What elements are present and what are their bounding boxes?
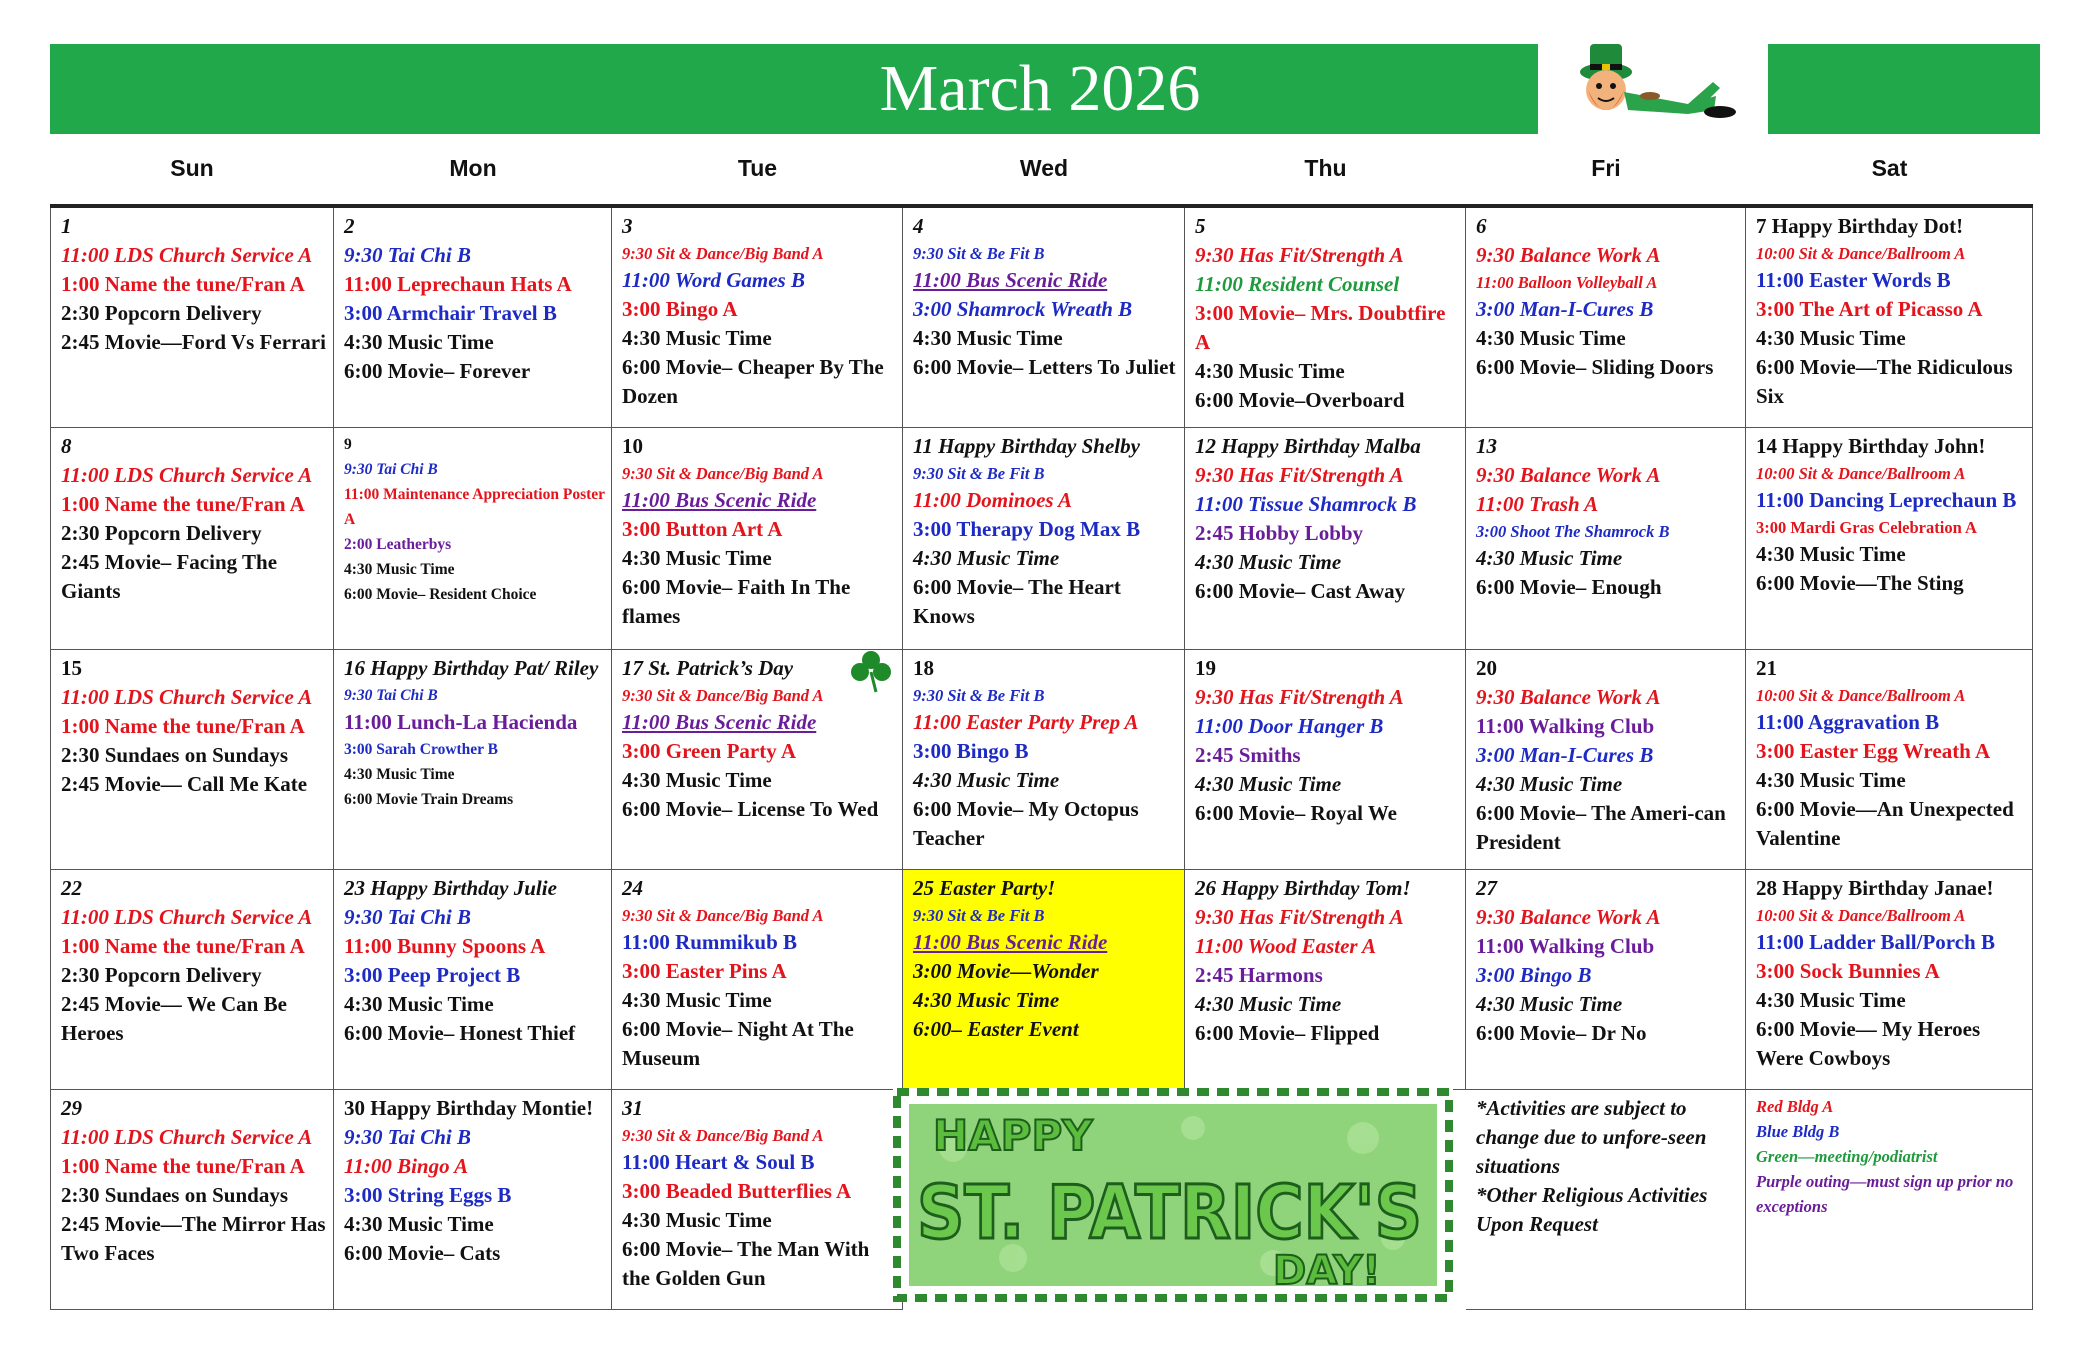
activity-line: 6:00 Movie– Royal We	[1195, 801, 1398, 825]
activity-line: 6:00 Movie—The Ridiculous Six	[1756, 355, 2013, 408]
activity-line: 31	[622, 1096, 643, 1120]
activity-line: 6:00 Movie— My Heroes Were Cowboys	[1756, 1017, 1981, 1070]
activity-line: 6:00 Movie–Overboard	[1195, 388, 1405, 412]
activity-line: Blue Bldg B	[1756, 1122, 1840, 1141]
activity-line: Purple outing—must sign up prior no exceptions	[1756, 1172, 2014, 1216]
day-cell	[612, 428, 903, 650]
day-cell	[1466, 208, 1746, 428]
activity-line: 9:30 Has Fit/Strength A	[1195, 463, 1404, 487]
activity-line: 6:00 Movie– Honest Thief	[344, 1021, 576, 1045]
activity-line: 4:30 Music Time	[1195, 359, 1345, 383]
activity-line: Red Bldg A	[1756, 1097, 1834, 1116]
activity-line: 11:00 Ladder Ball/Porch B	[1756, 930, 1995, 954]
activity-line: 9:30 Balance Work A	[1476, 463, 1661, 487]
activity-line: 1:00 Name the tune/Fran A	[61, 272, 305, 296]
weekday-header	[50, 138, 2033, 202]
activity-line: 9:30 Tai Chi B	[344, 905, 472, 929]
activity-line: 6:00 Movie– Cast Away	[1195, 579, 1406, 603]
activity-line: 4	[913, 214, 924, 238]
activity-line: 3:00 Mardi Gras Celebration A	[1756, 518, 1977, 537]
activity-line: 11:00 Bingo A	[344, 1154, 469, 1178]
activity-line: 4:30 Music Time	[1756, 542, 1906, 566]
activity-line: 4:30 Music Time	[1756, 768, 1906, 792]
activity-line: 11:00 Tissue Shamrock B	[1195, 492, 1417, 516]
activity-line: 18	[913, 656, 934, 680]
activity-line: 6:00 Movie—An Unexpected Valentine	[1756, 797, 2014, 850]
activity-line: 4:30 Music Time	[622, 768, 772, 792]
activity-line: 6:00– Easter Event	[913, 1017, 1079, 1041]
activity-line: 24	[622, 876, 643, 900]
activity-line: 6:00 Movie– The Heart Knows	[913, 575, 1121, 628]
activity-line: 4:30 Music Time	[344, 561, 455, 578]
activity-line: 25 Easter Party!	[913, 876, 1056, 900]
activity-line: 11:00 Word Games B	[622, 268, 805, 292]
activity-line: 2	[344, 214, 355, 238]
activity-line: 11:00 Bus Scenic Ride	[622, 710, 817, 734]
weekday-thu: Thu	[1304, 155, 1347, 181]
activity-line: 4:30 Music Time	[913, 988, 1060, 1012]
activity-line: 3:00 String Eggs B	[344, 1183, 512, 1207]
weekday-mon: Mon	[449, 155, 497, 181]
activity-line: 9:30 Has Fit/Strength A	[1195, 685, 1404, 709]
activity-line: 6:00 Movie– The Man With the Golden Gun	[622, 1237, 870, 1290]
activity-line: 9:30 Balance Work A	[1476, 243, 1661, 267]
activity-line: 10:00 Sit & Dance/Ballroom A	[1756, 464, 1966, 483]
activity-line: 6:00 Movie– Faith In The flames	[622, 575, 851, 628]
day-cell	[334, 1090, 612, 1310]
day-cell	[334, 870, 612, 1090]
activity-line: 11:00 Resident Counsel	[1195, 272, 1400, 296]
activity-line: 23 Happy Birthday Julie	[344, 876, 557, 900]
banner-line-3: DAY!	[1273, 1248, 1381, 1294]
activity-line: 11:00 Lunch-La Hacienda	[344, 710, 578, 734]
activity-line: 3:00 Peep Project B	[344, 963, 521, 987]
activity-line: 14 Happy Birthday John!	[1756, 434, 1986, 458]
shamrock-icon	[848, 650, 894, 694]
activity-line: 3:00 Green Party A	[622, 739, 796, 763]
activity-line: 2:00 Leatherbys	[344, 536, 452, 553]
activity-line: 4:30 Music Time	[1476, 546, 1623, 570]
activity-line: 1	[61, 214, 72, 238]
activity-line: 6:00 Movie– Forever	[344, 359, 531, 383]
activity-line: 11:00 Dominoes A	[913, 488, 1073, 512]
activity-line: 3:00 Sarah Crowther B	[344, 741, 498, 758]
activity-line: 11:00 Heart & Soul B	[622, 1150, 815, 1174]
activity-line: 9	[344, 436, 352, 453]
activity-line: 1:00 Name the tune/Fran A	[61, 492, 305, 516]
activity-line: 9:30 Sit & Dance/Big Band A	[622, 244, 824, 263]
day-cell	[1466, 428, 1746, 650]
activity-line: 2:30 Popcorn Delivery	[61, 301, 262, 325]
activity-line: 4:30 Music Time	[1195, 992, 1342, 1016]
activity-line: 29	[61, 1096, 82, 1120]
activity-line: 11:00 Aggravation B	[1756, 710, 1940, 734]
activity-line: 6:00 Movie– Flipped	[1195, 1021, 1380, 1045]
activity-line: 6:00 Movie Train Dreams	[344, 791, 514, 808]
activity-line: 6:00 Movie– Enough	[1476, 575, 1662, 599]
activity-line: 2:45 Movie—Ford Vs Ferrari	[61, 330, 326, 354]
activity-line: 4:30 Music Time	[622, 546, 772, 570]
day-cell	[1185, 870, 1466, 1090]
activity-line: 11:00 LDS Church Service A	[61, 243, 313, 267]
activity-line: 7 Happy Birthday Dot!	[1756, 214, 1964, 238]
activity-line: 11 Happy Birthday Shelby	[913, 434, 1140, 458]
day-cell	[334, 208, 612, 428]
activity-line: 26 Happy Birthday Tom!	[1195, 876, 1411, 900]
activity-line: 4:30 Music Time	[913, 326, 1063, 350]
activity-line: 9:30 Sit & Dance/Big Band A	[622, 686, 824, 705]
activity-line: 8	[61, 434, 72, 458]
activity-line: 4:30 Music Time	[622, 326, 772, 350]
day-cell	[1746, 208, 2033, 428]
activity-line: 2:45 Movie— Call Me Kate	[61, 772, 308, 796]
day-cell	[1185, 428, 1466, 650]
activity-line: 1:00 Name the tune/Fran A	[61, 714, 305, 738]
notes-cell	[1466, 1090, 1746, 1310]
activity-line: 4:30 Music Time	[1195, 772, 1342, 796]
activity-line: 9:30 Sit & Dance/Big Band A	[622, 464, 824, 483]
activity-line: 28 Happy Birthday Janae!	[1756, 876, 1994, 900]
activity-line: 16 Happy Birthday Pat/ Riley	[344, 656, 599, 680]
activity-line: 4:30 Music Time	[344, 330, 494, 354]
activity-line: 2:30 Popcorn Delivery	[61, 521, 262, 545]
activity-line: 13	[1476, 434, 1497, 458]
activity-line: 4:30 Music Time	[344, 992, 494, 1016]
activity-line: 4:30 Music Time	[1756, 988, 1906, 1012]
activity-line: 9:30 Balance Work A	[1476, 685, 1661, 709]
activity-line: 5	[1195, 214, 1206, 238]
activity-line: 9:30 Sit & Be Fit B	[913, 686, 1045, 705]
activity-line: 11:00 Walking Club	[1476, 934, 1655, 958]
activity-line: 21	[1756, 656, 1777, 680]
weekday-sat: Sat	[1871, 155, 1908, 181]
activity-line: 11:00 Leprechaun Hats A	[344, 272, 572, 296]
activity-line: 9:30 Has Fit/Strength A	[1195, 243, 1404, 267]
activity-line: 6:00 Movie– Letters To Juliet	[913, 355, 1176, 379]
activity-line: 11:00 LDS Church Service A	[61, 463, 313, 487]
activity-line: 11:00 Balloon Volleyball A	[1476, 273, 1658, 292]
activity-line: 11:00 Easter Party Prep A	[913, 710, 1139, 734]
day-cell	[1466, 650, 1746, 870]
activity-line: 10:00 Sit & Dance/Ballroom A	[1756, 906, 1966, 925]
activity-line: 11:00 LDS Church Service A	[61, 1125, 313, 1149]
activity-line: 9:30 Has Fit/Strength A	[1195, 905, 1404, 929]
activity-line: 27	[1476, 876, 1497, 900]
activity-line: 9:30 Tai Chi B	[344, 1125, 472, 1149]
activity-line: 4:30 Music Time	[344, 766, 455, 783]
activity-line: 2:30 Sundaes on Sundays	[61, 1183, 289, 1207]
activity-line: 4:30 Music Time	[1476, 772, 1623, 796]
activity-line: 2:45 Movie– Facing The Giants	[61, 550, 278, 603]
activity-line: 11:00 Door Hanger B	[1195, 714, 1384, 738]
st-patricks-day-banner	[893, 1088, 1453, 1302]
activity-line: 3:00 Shamrock Wreath B	[913, 297, 1133, 321]
activity-line: 4:30 Music Time	[1476, 992, 1623, 1016]
activity-line: 11:00 LDS Church Service A	[61, 905, 313, 929]
activity-line: 15	[61, 656, 82, 680]
day-cell	[612, 870, 903, 1090]
activity-line: 9:30 Tai Chi B	[344, 461, 438, 478]
activity-line: Green—meeting/podiatrist	[1756, 1147, 1938, 1166]
activity-line: 11:00 Bus Scenic Ride	[913, 930, 1108, 954]
activity-line: 9:30 Sit & Be Fit B	[913, 244, 1045, 263]
activity-line: 3:00 Sock Bunnies A	[1756, 959, 1940, 983]
activity-line: 6:00 Movie– Resident Choice	[344, 586, 537, 603]
activity-line: 11:00 LDS Church Service A	[61, 685, 313, 709]
activity-line: 20	[1476, 656, 1497, 680]
activity-line: 11:00 Rummikub B	[622, 930, 798, 954]
activity-line: 10:00 Sit & Dance/Ballroom A	[1756, 686, 1966, 705]
day-cell	[612, 1090, 903, 1310]
activity-line: 4:30 Music Time	[344, 1212, 494, 1236]
activity-line: 3:00 Button Art A	[622, 517, 783, 541]
day-cell	[50, 1090, 334, 1310]
activity-line: 22	[61, 876, 82, 900]
activity-line: 3:00 Easter Pins A	[622, 959, 787, 983]
day-cell	[334, 650, 612, 870]
activity-line: 11:00 Wood Easter A	[1195, 934, 1377, 958]
weekday-sun: Sun	[170, 155, 214, 181]
activity-line: 9:30 Balance Work A	[1476, 905, 1661, 929]
activity-line: 3:00 The Art of Picasso A	[1756, 297, 1983, 321]
day-cell	[50, 650, 334, 870]
day-cell	[903, 208, 1185, 428]
activity-line: 3:00 Armchair Travel B	[344, 301, 557, 325]
activity-line: 6:00 Movie– The Ameri-can President	[1476, 801, 1726, 854]
activity-line: 10	[622, 434, 643, 458]
activity-line: 9:30 Tai Chi B	[344, 687, 438, 704]
activity-line: 3:00 Shoot The Shamrock B	[1476, 522, 1670, 541]
activity-line: 19	[1195, 656, 1216, 680]
day-cell	[1746, 870, 2033, 1090]
activity-line: 11:00 Walking Club	[1476, 714, 1655, 738]
activity-line: 2:45 Harmons	[1195, 963, 1323, 987]
activity-line: 11:00 Bus Scenic Ride	[622, 488, 817, 512]
day-cell	[1185, 650, 1466, 870]
activity-line: 12 Happy Birthday Malba	[1195, 434, 1421, 458]
day-cell	[903, 650, 1185, 870]
activity-line: 6:00 Movie– Night At The Museum	[622, 1017, 854, 1070]
activity-line: 10:00 Sit & Dance/Ballroom A	[1756, 244, 1966, 263]
activity-line: 11:00 Bunny Spoons A	[344, 934, 546, 958]
activity-line: *Activities are subject to change due to unfore-seen situations	[1476, 1096, 1707, 1178]
activity-line: 2:45 Smiths	[1195, 743, 1301, 767]
day-cell	[50, 428, 334, 650]
activity-line: 11:00 Maintenance Appreciation Poster A	[344, 486, 605, 528]
activity-line: 3:00 Therapy Dog Max B	[913, 517, 1141, 541]
activity-line: 6:00 Movie– My Octopus Teacher	[913, 797, 1139, 850]
activity-line: 3	[622, 214, 633, 238]
day-cell	[1185, 208, 1466, 428]
activity-line: 30 Happy Birthday Montie!	[344, 1096, 594, 1120]
activity-line: 6:00 Movie—The Sting	[1756, 571, 1964, 595]
legend-cell	[1746, 1090, 2033, 1310]
activity-line: 4:30 Music Time	[1756, 326, 1906, 350]
day-cell	[1466, 870, 1746, 1090]
activity-line: 9:30 Sit & Dance/Big Band A	[622, 906, 824, 925]
activity-line: 1:00 Name the tune/Fran A	[61, 934, 305, 958]
activity-line: 11:00 Dancing Leprechaun B	[1756, 488, 2017, 512]
activity-line: 9:30 Tai Chi B	[344, 243, 472, 267]
activity-line: 2:45 Movie— We Can Be Heroes	[61, 992, 287, 1045]
activity-line: 2:45 Hobby Lobby	[1195, 521, 1364, 545]
day-cell	[612, 650, 903, 870]
activity-line: *Other Religious Activities Upon Request	[1476, 1183, 1708, 1236]
weekday-wed: Wed	[1019, 155, 1069, 181]
banner-line-1: HAPPY	[933, 1111, 1093, 1160]
activity-line: 4:30 Music Time	[913, 768, 1060, 792]
activity-line: 4:30 Music Time	[913, 546, 1060, 570]
activity-line: 3:00 Bingo A	[622, 297, 738, 321]
activity-line: 4:30 Music Time	[622, 988, 772, 1012]
activity-line: 9:30 Sit & Be Fit B	[913, 906, 1045, 925]
activity-line: 2:30 Sundaes on Sundays	[61, 743, 289, 767]
month-title: March 2026	[879, 52, 1201, 125]
day-cell	[1746, 650, 2033, 870]
day-cell	[612, 208, 903, 428]
weekday-tue: Tue	[737, 155, 778, 181]
activity-line: 6:00 Movie– Sliding Doors	[1476, 355, 1714, 379]
activity-line: 3:00 Movie– Mrs. Doubtfire A	[1195, 301, 1446, 354]
activity-line: 4:30 Music Time	[1476, 326, 1626, 350]
day-cell	[903, 870, 1185, 1090]
activity-line: 6:00 Movie– Cats	[344, 1241, 501, 1265]
activity-line: 6:00 Movie– Cheaper By The Dozen	[622, 355, 884, 408]
activity-line: 6:00 Movie– Dr No	[1476, 1021, 1647, 1045]
activity-line: 11:00 Easter Words B	[1756, 268, 1951, 292]
activity-line: 4:30 Music Time	[622, 1208, 772, 1232]
weekday-fri: Fri	[1591, 155, 1621, 181]
activity-line: 1:00 Name the tune/Fran A	[61, 1154, 305, 1178]
activity-line: 3:00 Bingo B	[1476, 963, 1592, 987]
leprechaun-illustration	[1538, 30, 1768, 134]
activity-line: 9:30 Sit & Be Fit B	[913, 464, 1045, 483]
day-cell	[50, 870, 334, 1090]
activity-line: 3:00 Man-I-Cures B	[1476, 297, 1654, 321]
activity-line: 2:30 Popcorn Delivery	[61, 963, 262, 987]
activity-line: 3:00 Man-I-Cures B	[1476, 743, 1654, 767]
day-cell	[1746, 428, 2033, 650]
activity-line: 3:00 Easter Egg Wreath A	[1756, 739, 1991, 763]
day-cell	[903, 428, 1185, 650]
day-cell	[50, 208, 334, 428]
activity-line: 11:00 Bus Scenic Ride	[913, 268, 1108, 292]
activity-line: 6	[1476, 214, 1487, 238]
activity-line: 17 St. Patrick’s Day	[622, 656, 794, 680]
leprechaun-icon	[1538, 30, 1768, 134]
activity-line: 11:00 Trash A	[1476, 492, 1599, 516]
activity-line: 3:00 Bingo B	[913, 739, 1029, 763]
activity-line: 2:45 Movie—The Mirror Has Two Faces	[61, 1212, 326, 1265]
activity-line: 3:00 Movie—Wonder	[913, 959, 1099, 983]
activity-line: 9:30 Sit & Dance/Big Band A	[622, 1126, 824, 1145]
activity-line: 6:00 Movie– License To Wed	[622, 797, 879, 821]
day-cell	[334, 428, 612, 650]
activity-line: 3:00 Beaded Butterflies A	[622, 1179, 852, 1203]
banner-line-2: ST. PATRICK'S	[917, 1170, 1422, 1256]
activity-line: 4:30 Music Time	[1195, 550, 1342, 574]
